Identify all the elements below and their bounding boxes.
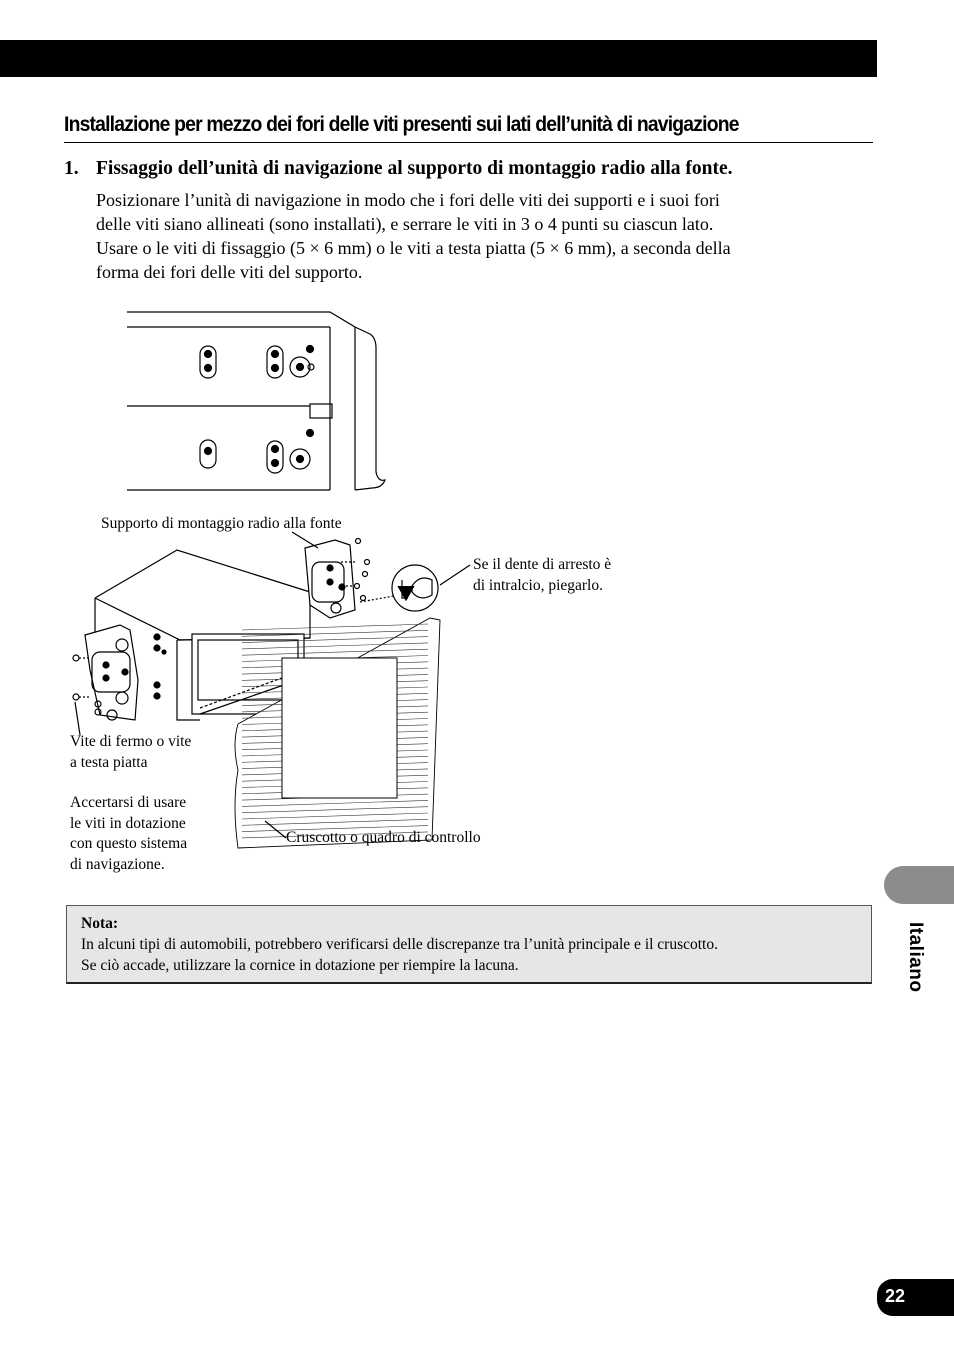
usage-label-line2: le viti in dotazione <box>70 815 186 832</box>
usage-label-line1: Accertarsi di usare <box>70 794 187 811</box>
step-instructions <box>96 188 836 284</box>
installation-figure <box>60 300 660 900</box>
step-number: 1. <box>64 158 79 179</box>
stop-tooth-label-line1: Se il dente di arresto è <box>473 556 612 573</box>
stop-tooth-label-line2: di intralcio, piegarlo. <box>473 577 603 594</box>
right-bracket <box>305 540 355 618</box>
language-tab <box>884 866 954 904</box>
note-line: In alcuni tipi di automobili, potrebbero verificarsi delle discrepanze tra l’unità principale e il cruscotto. <box>81 936 718 953</box>
note-box <box>66 905 872 984</box>
side-panel-detail <box>127 312 385 490</box>
bracket-label: Supporto di montaggio radio alla fonte <box>101 515 342 532</box>
language-label: Italiano <box>905 922 926 993</box>
title-divider <box>64 142 873 143</box>
usage-label-line4: di navigazione. <box>70 856 165 873</box>
dashboard-label: Cruscotto o quadro di controllo <box>286 829 481 846</box>
instruction-line: Posizionare l’unità di navigazione in modo che i fori delle viti dei supporti e i suoi fori <box>96 190 720 210</box>
note-line: Se ciò accade, utilizzare la cornice in dotazione per riempire la lacuna. <box>81 957 519 974</box>
note-title: Nota: <box>81 915 119 932</box>
stop-tooth-detail <box>360 565 438 611</box>
left-bracket <box>85 625 138 720</box>
section-title: Installazione per mezzo dei fori delle viti presenti sui lati dell’unità di navigazione <box>64 112 739 136</box>
screw-label-line1: Vite di fermo o vite <box>70 733 192 750</box>
instruction-line: delle viti siano allineati (sono installati), e serrare le viti in 3 o 4 punti su ciascun lato. <box>96 214 714 234</box>
header-bar <box>0 40 877 77</box>
step-title: Fissaggio dell’unità di navigazione al supporto di montaggio radio alla fonte. <box>96 158 733 179</box>
page-number: 22 <box>877 1279 954 1316</box>
instruction-line: Usare o le viti di fissaggio (5 × 6 mm) o le viti a testa piatta (5 × 6 mm), a seconda della <box>96 238 731 258</box>
step-heading <box>64 158 733 180</box>
instruction-line: forma dei fori delle viti del supporto. <box>96 262 363 282</box>
screw-label-line2: a testa piatta <box>70 754 148 771</box>
usage-label-line3: con questo sistema <box>70 835 188 852</box>
